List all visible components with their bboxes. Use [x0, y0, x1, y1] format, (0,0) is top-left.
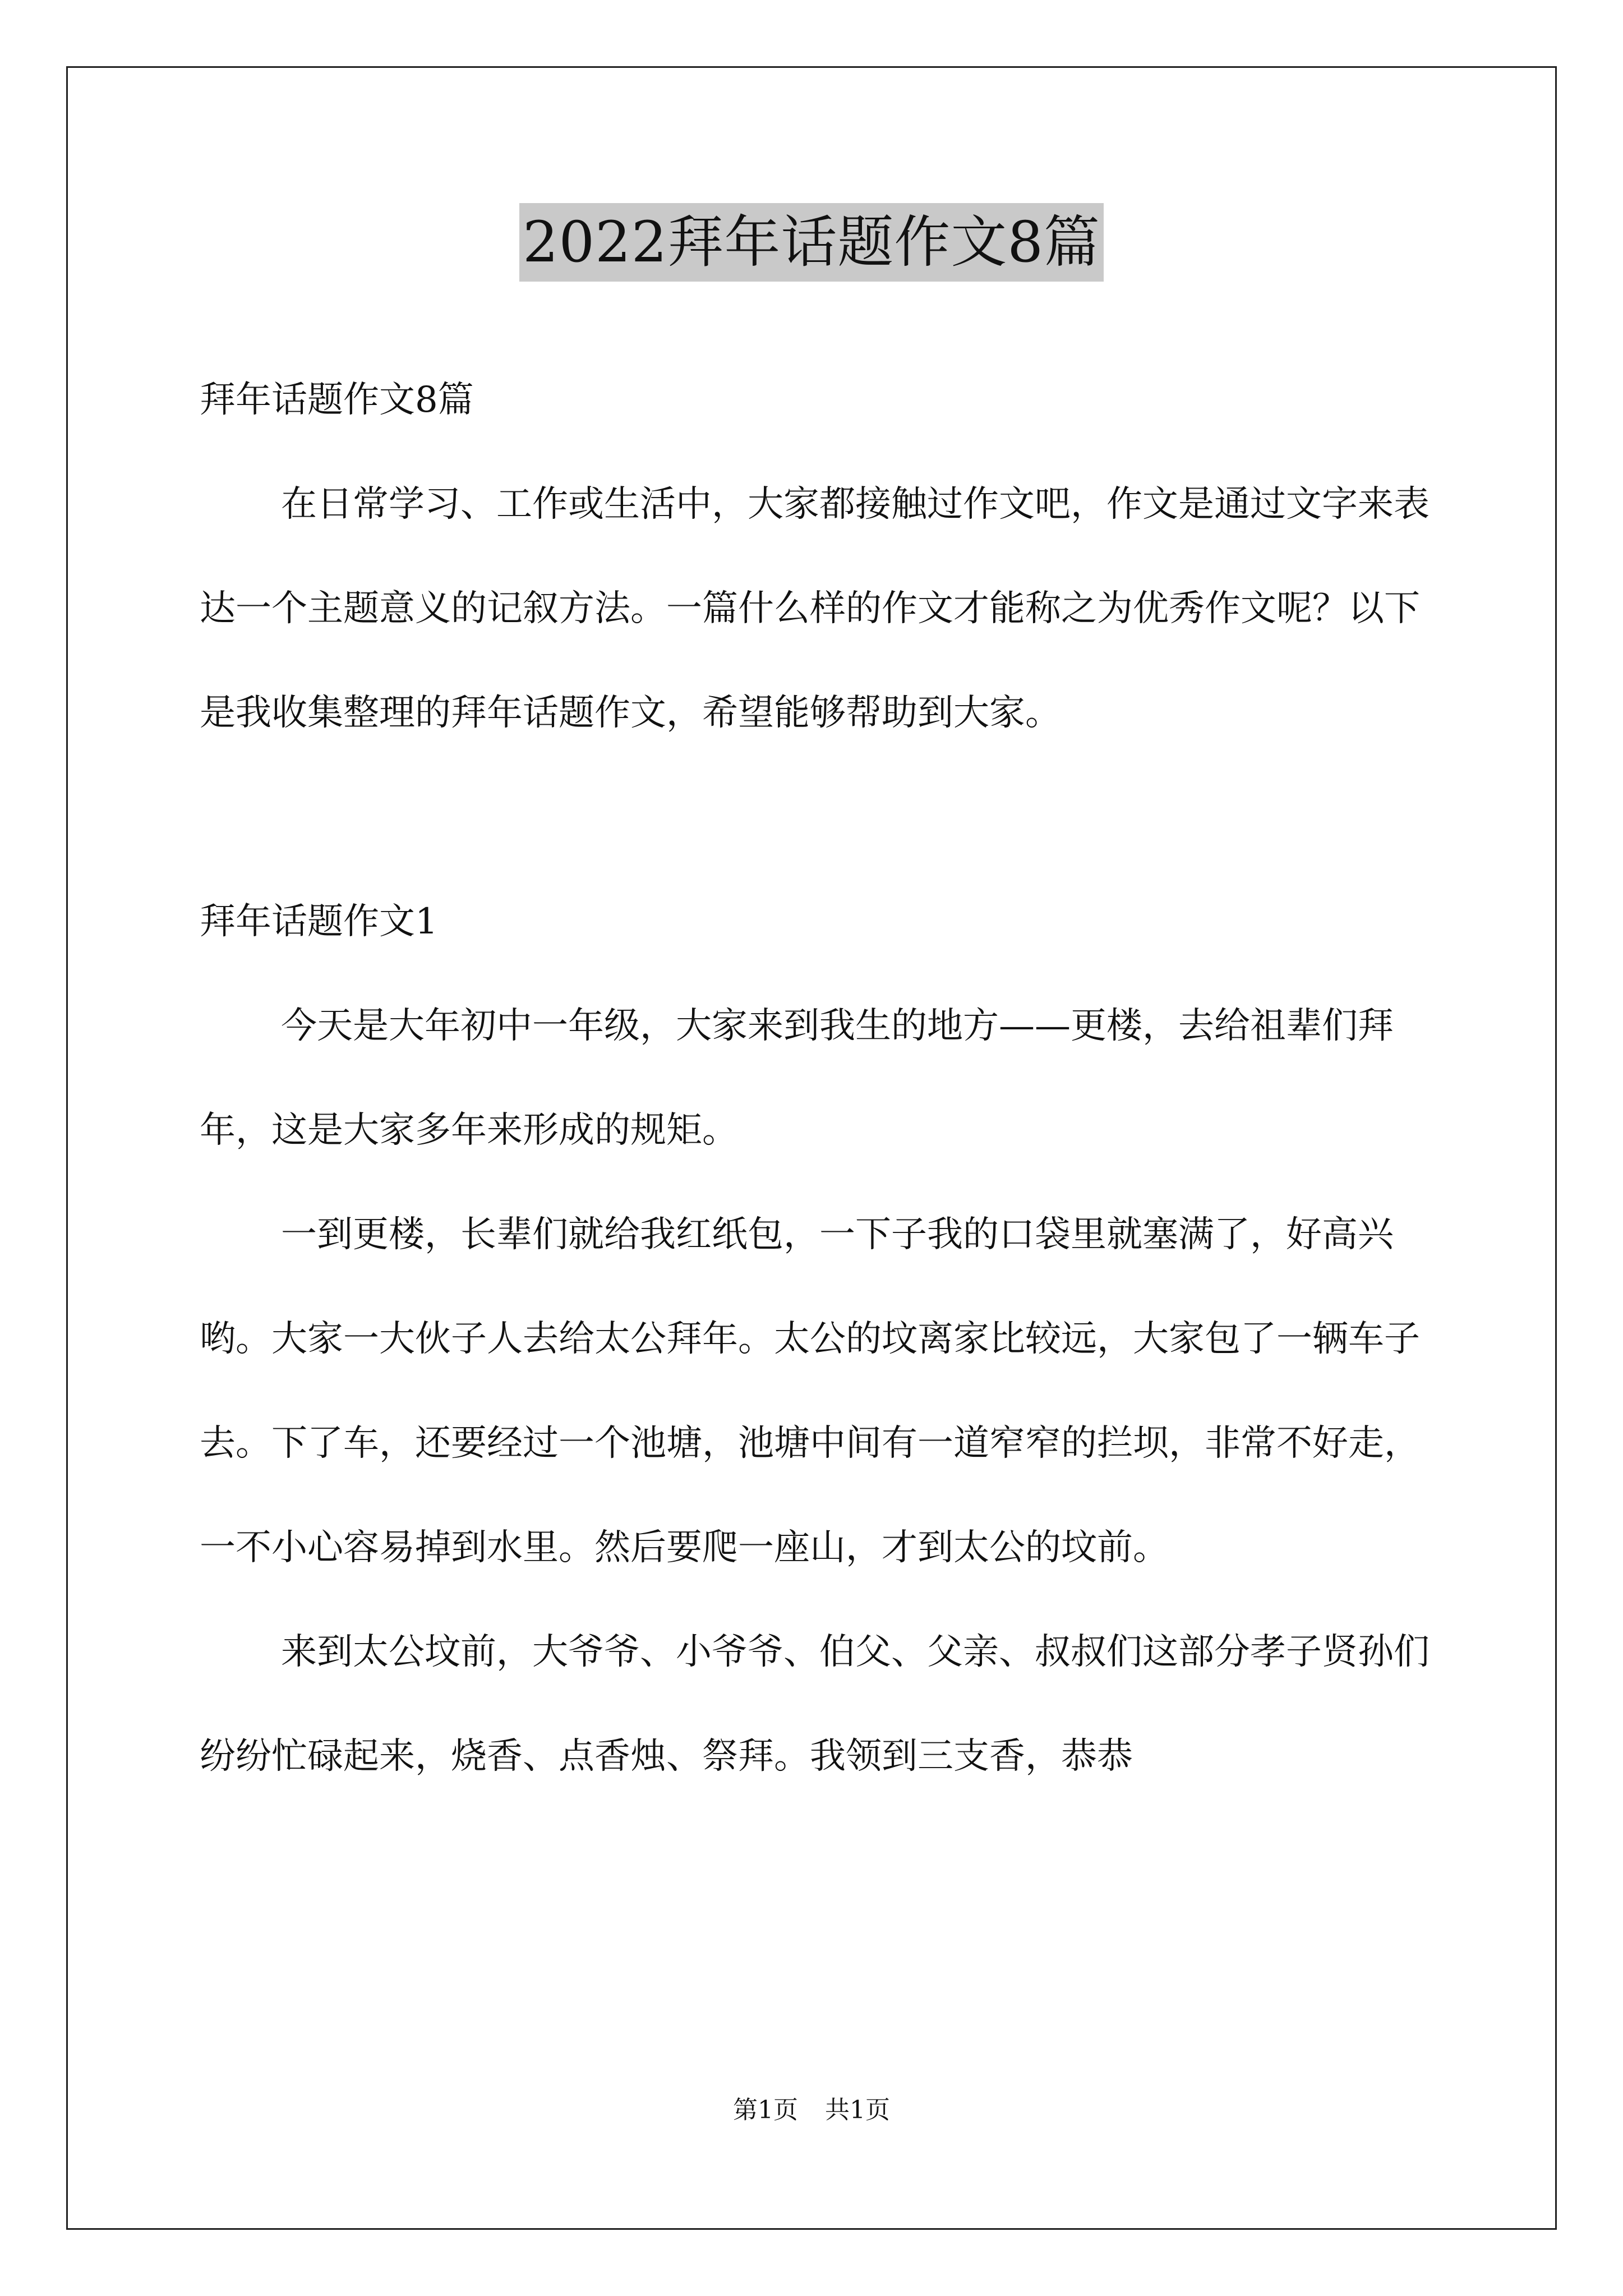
body-paragraph: 来到太公坟前，大爷爷、小爷爷、伯父、父亲、叔叔们这部分孝子贤孙们纷纷忙碌起来，烧香、点香烛、祭拜。我领到三支香，恭恭 — [200, 1631, 1430, 1777]
page-number: 第1页 — [733, 2096, 798, 2124]
intro-paragraph: 在日常学习、工作或生活中，大家都接触过作文吧，作文是通过文字来表达一个主题意义的记叙方法。一篇什么样的作文才能称之为优秀作文呢？以下是我收集整理的拜年话题作文，希望能够帮助到大家。 — [200, 484, 1430, 734]
body-paragraph: 今天是大年初中一年级，大家来到我生的地方——更楼，去给祖辈们拜年，这是大家多年来形成的规矩。 — [200, 1005, 1394, 1151]
page-footer — [0, 2093, 1623, 2127]
document-body — [200, 348, 1431, 1809]
title-container — [0, 203, 1623, 282]
subtitle-paragraph: 拜年话题作文8篇 — [200, 379, 474, 421]
section-heading: 拜年话题作文1 — [200, 901, 438, 942]
page-total: 共1页 — [825, 2096, 890, 2124]
paragraph-spacer — [200, 765, 1431, 869]
document-title: 2022拜年话题作文8篇 — [519, 203, 1104, 282]
body-paragraph: 一到更楼，长辈们就给我红纸包，一下子我的口袋里就塞满了，好高兴哟。大家一大伙子人去给太公拜年。太公的坟离家比较远，大家包了一辆车子去。下了车，还要经过一个池塘，池塘中间有一道窄窄的拦坝，非常不好走，一不小心容易掉到水里。然后要爬一座山，才到太公的坟前。 — [200, 1214, 1420, 1568]
